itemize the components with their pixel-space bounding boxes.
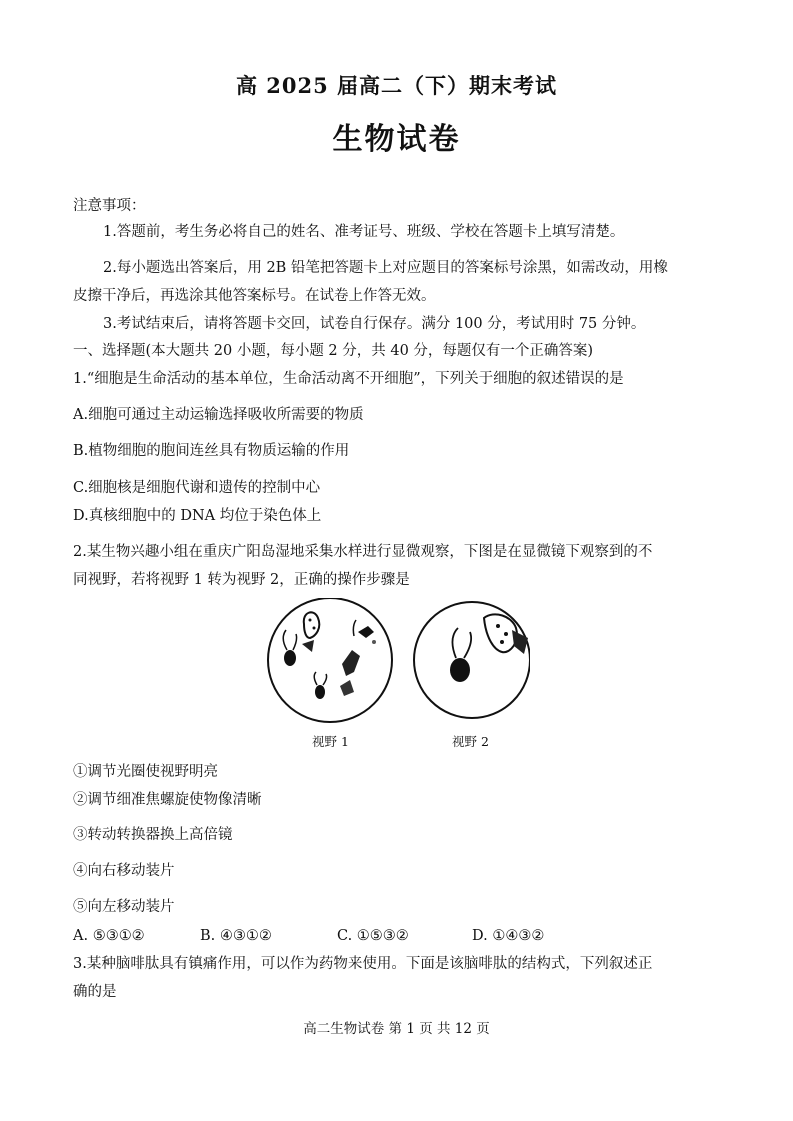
question-2-option-b: B. ④③①② — [200, 928, 272, 944]
page-footer: 高二生物试卷 第 1 页 共 12 页 — [303, 1021, 490, 1037]
question-1-option-b: B.植物细胞的胞间连丝具有物质运输的作用 — [73, 443, 350, 459]
subject-title: 生物试卷 — [332, 122, 461, 157]
question-1-option-d: D.真核细胞中的 DNA 均位于染色体上 — [73, 508, 322, 524]
question-2-stem-line-2: 同视野，若将视野 1 转为视野 2，正确的操作步骤是 — [73, 572, 410, 588]
question-2-step-5: ⑤向左移动装片 — [73, 899, 175, 915]
question-2-option-a: A. ⑤③①② — [73, 928, 145, 944]
question-1-stem: 1.“细胞是生命活动的基本单位，生命活动离不开细胞”，下列关于细胞的叙述错误的是 — [73, 371, 624, 387]
question-1-option-a: A.细胞可通过主动运输选择吸收所需要的物质 — [73, 407, 364, 423]
view-1-label: 视野 1 — [312, 734, 349, 749]
view-2-label: 视野 2 — [452, 734, 489, 749]
notice-heading: 注意事项： — [73, 198, 146, 214]
notice-item-3: 3.考试结束后，请将答题卡交回，试卷自行保存。满分 100 分，考试用时 75 分钟。 — [103, 316, 646, 332]
view-1-field — [268, 598, 392, 722]
notice-item-1: 1.答题前，考生务必将自己的姓名、准考证号、班级、学校在答题卡上填写清楚。 — [103, 224, 625, 240]
exam-title: 高 2025 届高二（下）期末考试 — [235, 73, 558, 98]
microscope-views-figure — [262, 598, 530, 753]
question-2-step-3: ③转动转换器换上高倍镜 — [73, 827, 233, 843]
microscope-views-illustration — [262, 598, 530, 753]
section-heading: 一、选择题(本大题共 20 小题，每小题 2 分，共 40 分，每题仅有一个正确答案) — [73, 343, 594, 359]
question-2-stem-line-1: 2.某生物兴趣小组在重庆广阳岛湿地采集水样进行显微观察，下图是在显微镜下观察到的不 — [73, 544, 653, 560]
question-3-stem-line-1: 3.某种脑啡肽具有镇痛作用，可以作为药物来使用。下面是该脑啡肽的结构式，下列叙述正 — [73, 956, 653, 972]
view-2-field — [414, 602, 530, 718]
question-2-step-2: ②调节细准焦螺旋使物像清晰 — [73, 792, 262, 808]
question-2-step-4: ④向右移动装片 — [73, 863, 175, 879]
question-2-step-1: ①调节光圈使视野明亮 — [73, 764, 218, 780]
notice-item-2-line-2: 皮擦干净后，再选涂其他答案标号。在试卷上作答无效。 — [73, 288, 436, 304]
question-2-option-d: D. ①④③② — [472, 928, 545, 944]
notice-item-2-line-1: 2.每小题选出答案后，用 2B 铅笔把答题卡上对应题目的答案标号涂黑，如需改动，用橡 — [103, 260, 668, 276]
question-1-option-c: C.细胞核是细胞代谢和遗传的控制中心 — [73, 480, 321, 496]
question-2-option-c: C. ①⑤③② — [337, 928, 409, 944]
question-3-stem-line-2: 确的是 — [73, 984, 117, 1000]
